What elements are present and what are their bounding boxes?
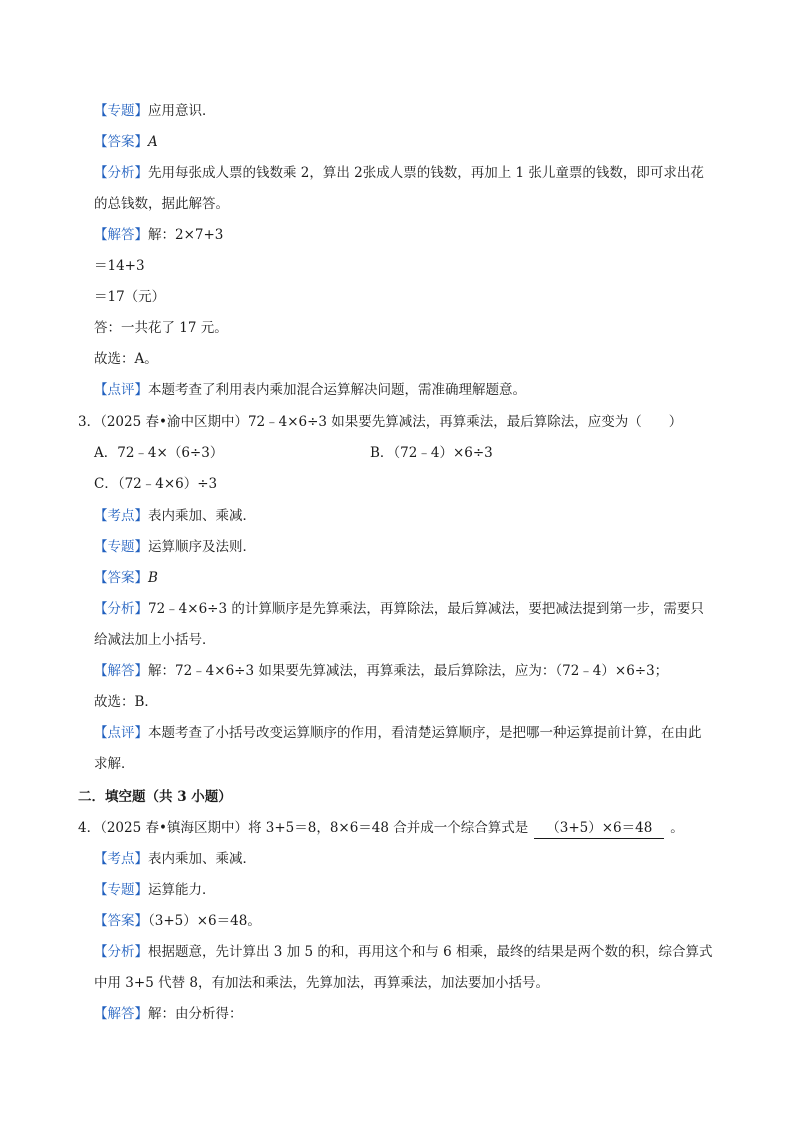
solution-line — [94, 225, 223, 245]
question-3: 3．（2025 春•渝中区期中）72﹣4×6÷3 如果要先算减法，再算乘法，最后算除法，应变为（ ） — [78, 414, 683, 430]
analysis-line — [94, 599, 704, 619]
answer-line — [94, 911, 261, 931]
solution-tag: 【解答】 — [94, 663, 148, 679]
analysis-text: 先用每张成人票的钱数乘 2，算出 2张成人票的钱数，再加上 1 张儿童票的钱数，即可求出花 — [148, 165, 704, 181]
solution-choice: 故选：B． — [94, 694, 158, 710]
solution-choice: 故选：A。 — [94, 351, 158, 367]
solution-tag: 【解答】 — [94, 1006, 148, 1022]
topic-tag: 【专题】 — [94, 882, 148, 898]
comment-line — [94, 380, 526, 400]
comment-line — [94, 723, 702, 743]
answer-text: （3+5）×6＝48。 — [148, 913, 261, 929]
topic-line — [94, 537, 256, 557]
option-b: B．（72﹣4）×6÷3 — [370, 445, 493, 461]
comment-tag: 【点评】 — [94, 382, 148, 398]
solution-step: ＝14+3 — [94, 258, 145, 274]
solution-tag: 【解答】 — [94, 227, 148, 243]
knowledge-tag: 【考点】 — [94, 851, 148, 867]
topic-line — [94, 880, 216, 900]
section-heading: 二．填空题（共 3 小题） — [78, 789, 232, 805]
knowledge-text: 表内乘加、乘减． — [148, 508, 256, 524]
analysis-tag: 【分析】 — [94, 601, 148, 617]
fill-blank-answer: （3+5）×6＝48 — [534, 818, 664, 839]
analysis-continuation: 的总钱数，据此解答。 — [94, 196, 229, 212]
topic-tag: 【专题】 — [94, 103, 148, 119]
answer-tag: 【答案】 — [94, 570, 148, 586]
solution-line — [94, 1004, 243, 1024]
analysis-text: 72﹣4×6÷3 的计算顺序是先算乘法，再算除法，最后算减法，要把减法提到第一步，需要只 — [148, 601, 704, 617]
analysis-tag: 【分析】 — [94, 944, 148, 960]
comment-text: 本题考查了小括号改变运算顺序的作用，看清楚运算顺序，是把哪一种运算提前计算，在由此 — [148, 725, 702, 741]
answer-text: B — [148, 570, 158, 586]
solution-text: 解：2×7+3 — [148, 227, 224, 243]
topic-text: 应用意识． — [148, 103, 216, 119]
analysis-tag: 【分析】 — [94, 165, 148, 181]
analysis-text: 根据题意，先计算出 3 加 5 的和，再用这个和与 6 相乘，最终的结果是两个数的积，综合算式 — [148, 944, 713, 960]
question-4-text: 4．（2025 春•镇海区期中）将 3+5＝8，8×6＝48 合并成一个综合算式是 — [78, 820, 529, 836]
solution-answer: 答：一共花了 17 元。 — [94, 320, 228, 336]
topic-text: 运算顺序及法则． — [148, 539, 256, 555]
knowledge-text: 表内乘加、乘减． — [148, 851, 256, 867]
knowledge-line — [94, 849, 256, 869]
solution-text: 解：由分析得： — [148, 1006, 243, 1022]
knowledge-tag: 【考点】 — [94, 508, 148, 524]
topic-tag: 【专题】 — [94, 539, 148, 555]
solution-step: ＝17（元） — [94, 289, 166, 305]
question-3-options — [94, 443, 223, 463]
question-4 — [78, 818, 684, 839]
solution-text: 解：72﹣4×6÷3 如果要先算减法，再算乘法，最后算除法，应为：（72﹣4）×6÷3； — [148, 663, 669, 679]
comment-text: 本题考查了利用表内乘加混合运算解决问题，需准确理解题意。 — [148, 382, 526, 398]
option-c: C．（72﹣4×6）÷3 — [94, 476, 218, 492]
answer-text: A — [148, 134, 158, 150]
answer-line — [94, 568, 158, 588]
solution-line — [94, 661, 668, 681]
analysis-continuation: 中用 3+5 代替 8，有加法和乘法，先算加法，再算乘法，加法要加小括号。 — [94, 975, 549, 991]
comment-tag: 【点评】 — [94, 725, 148, 741]
comment-continuation: 求解． — [94, 756, 135, 772]
answer-tag: 【答案】 — [94, 913, 148, 929]
question-4-end: 。 — [670, 820, 684, 836]
analysis-line — [94, 942, 713, 962]
answer-line — [94, 132, 158, 152]
analysis-line — [94, 163, 704, 183]
knowledge-line — [94, 506, 256, 526]
option-a: A．72﹣4×（6÷3） — [94, 445, 224, 461]
analysis-continuation: 给减法加上小括号． — [94, 632, 216, 648]
topic-line — [94, 101, 216, 121]
answer-tag: 【答案】 — [94, 134, 148, 150]
topic-text: 运算能力． — [148, 882, 216, 898]
